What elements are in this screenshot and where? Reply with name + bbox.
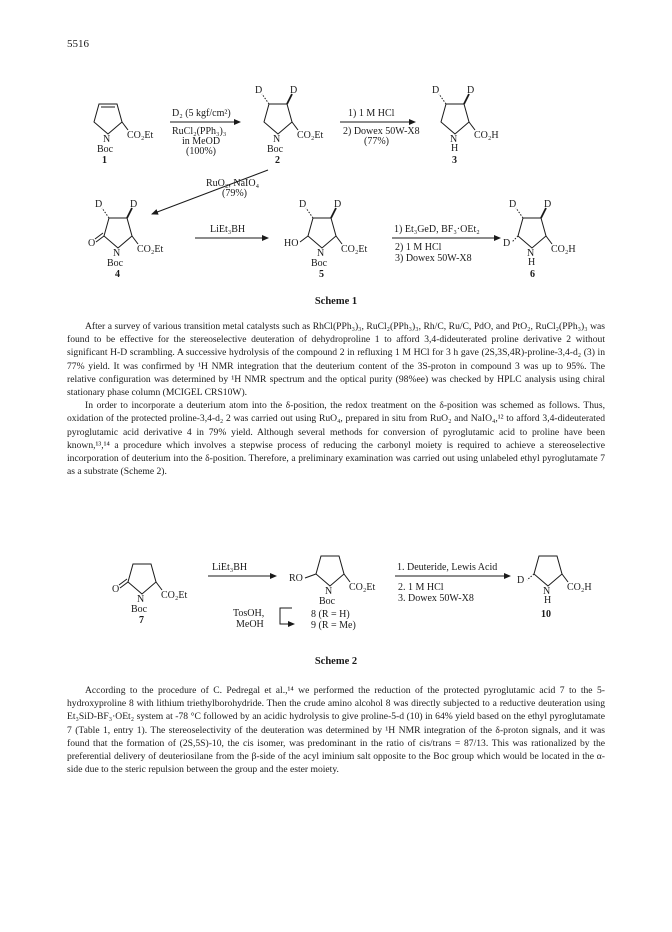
co2h-group: CO₂H bbox=[567, 582, 592, 593]
compound-label: 7 bbox=[139, 615, 144, 626]
compound-7-structure bbox=[112, 564, 187, 626]
co2et-group: CO₂Et bbox=[297, 130, 324, 141]
atom-h: H bbox=[528, 257, 536, 268]
boc-group: Boc bbox=[131, 604, 148, 615]
compound-label: 8 (R = H) bbox=[311, 609, 350, 620]
compound-4-structure bbox=[88, 199, 163, 280]
atom-n: N bbox=[317, 248, 325, 259]
compound-label: 1 bbox=[102, 155, 107, 166]
co2et-group: CO₂Et bbox=[137, 244, 164, 255]
atom-d: D bbox=[517, 575, 525, 586]
compound-1-structure bbox=[94, 104, 153, 166]
atom-d: D bbox=[130, 199, 138, 210]
compound-5-structure bbox=[284, 199, 367, 280]
yield-label: (100%) bbox=[186, 146, 216, 157]
reagent: 1) Et₃GeD, BF₃·OEt₂ bbox=[394, 224, 480, 235]
scheme-1-caption: Scheme 1 bbox=[314, 296, 358, 307]
atom-n: N bbox=[450, 134, 458, 145]
boc-group: Boc bbox=[97, 144, 114, 155]
scheme-2-diagram bbox=[0, 550, 672, 646]
atom-d: D bbox=[299, 199, 307, 210]
compound-8-9-structure bbox=[289, 556, 375, 631]
atom-h: H bbox=[451, 143, 459, 154]
reagent: 2) Dowex 50W-X8 bbox=[343, 126, 420, 137]
scheme-2-caption: Scheme 2 bbox=[314, 656, 358, 667]
reagent: 2. 1 M HCl bbox=[398, 582, 444, 593]
reagent: 2) 1 M HCl bbox=[395, 242, 442, 253]
paragraph-1: After a survey of various transition metal catalysts such as RhCl(PPh₃)₃, RuCl₂(PPh₃)₃, Rh/C, Ru/C, PdO, and PtO₂, RuCl₂(PPh₃)₃ was found to be effective for the stereoselective deuteration of dehydroproline 1 to afford 3,4-dideuterated proline derivative 2 without significant H-D scrambling. A successive hydrolysis of the compound 2 in refluxing 1 M HCl for 3 h gave (2S,3S,4R)-proline-3,4-d₂ (3) in 77% yield. It was confirmed by ¹H NMR integration that the deuterium content of the 3S-proton in compound 3 was up to 95%. The relative configuration was determined by ¹H NMR spectrum and the optical purity (98%ee) was checked by HPLC analysis using chiral stationary phase column (MCIGEL CRS10W). bbox=[67, 321, 605, 399]
compound-6-structure bbox=[503, 199, 576, 280]
compound-label: 3 bbox=[452, 155, 457, 166]
body-text-block-1 bbox=[67, 320, 605, 478]
atom-n: N bbox=[273, 134, 281, 145]
compound-label: 5 bbox=[319, 269, 324, 280]
atom-o: O bbox=[112, 584, 120, 595]
reagent: RuCl₂(PPh₃)₃ bbox=[172, 126, 227, 137]
body-text-block-2 bbox=[67, 684, 605, 776]
reagent: 1) 1 M HCl bbox=[348, 108, 395, 119]
reagent: 1. Deuteride, Lewis Acid bbox=[397, 562, 498, 573]
yield-label: (77%) bbox=[364, 136, 389, 147]
atom-d: D bbox=[432, 86, 440, 96]
reagent: 3. Dowex 50W-X8 bbox=[398, 593, 474, 604]
atom-d: D bbox=[255, 86, 263, 96]
reagent: RuO₂, NaIO₄ bbox=[206, 178, 260, 189]
co2et-group: CO₂Et bbox=[349, 582, 376, 593]
reagent: TosOH, bbox=[233, 608, 265, 619]
compound-2-structure bbox=[255, 86, 323, 166]
boc-group: Boc bbox=[311, 258, 328, 269]
atom-n: N bbox=[325, 586, 333, 597]
atom-n: N bbox=[137, 594, 145, 605]
co2et-group: CO₂Et bbox=[161, 590, 188, 601]
boc-group: Boc bbox=[107, 258, 124, 269]
page-number: 5516 bbox=[67, 38, 89, 50]
co2et-group: CO₂Et bbox=[127, 130, 154, 141]
paragraph-3: According to the procedure of C. Pedregal et al.,¹⁴ we performed the reduction of the protected pyroglutamic acid 7 to the 5-hydroxyproline 8 with lithium triethylborohydride. Then the crude amino alcohol 8 was directly subjected to a reductive deuteration using Et₃SiD-BF₃·OEt₂ system at -78 °C followed by an acidic hydrolysis to give proline-5-d (10) in 64% yield based on the ethyl pyroglutamate 7 (Table 1, entry 1). The stereoselectivity of the deuteration was determined by ¹H NMR integration of the δ-proton signals, and it was found that the formation of (2S,5S)-10, the cis isomer, was predominant in the ratio of cis/trans = 87/13. This was rationalized by the preferential delivery of deuteriosilane from the β-side of the acyl iminium salt opposite to the Boc group which would be located in the α-side due to the steric repulsion between the group and the ester moiety. bbox=[67, 685, 605, 776]
atom-h: H bbox=[544, 595, 552, 606]
reagent: MeOH bbox=[236, 619, 264, 630]
reagent: 3) Dowex 50W-X8 bbox=[395, 253, 472, 264]
atom-d: D bbox=[509, 199, 517, 210]
compound-label: 10 bbox=[541, 609, 551, 620]
atom-d: D bbox=[503, 238, 511, 249]
compound-label: 2 bbox=[275, 155, 280, 166]
atom-n: N bbox=[113, 248, 121, 259]
reagent: in MeOD bbox=[182, 136, 221, 147]
compound-label: 9 (R = Me) bbox=[311, 620, 356, 631]
compound-label: 6 bbox=[530, 269, 535, 280]
compound-10-structure bbox=[517, 556, 592, 620]
atom-d: D bbox=[334, 199, 342, 210]
paragraph-2: In order to incorporate a deuterium atom into the δ-position, the redox treatment on the δ-position was schemed as follows. Thus, oxidation of the protected proline-3,4-d₂ 2 was carried out using RuO₄, prepared in situ from RuO₂ and NaIO₄,¹² to afford 3,4-dideuterated pyroglutamic acid derivative 4 in 79% yield. Although several methods for conversion of pyroglutamic acid to proline have been known,¹³,¹⁴ a procedure which involves a stepwise process of reducing the carbonyl moiety is required to achieve a stereoselective incorporation of deuterium into the δ-position. Therefore, a preliminary examination was carried out using unlabeled ethyl pyroglutamate 7 as a substrate (Scheme 2). bbox=[67, 400, 605, 478]
boc-group: Boc bbox=[319, 596, 336, 607]
scheme-1-diagram bbox=[0, 86, 672, 298]
reagent: D₂ (5 kgf/cm²) bbox=[172, 108, 231, 119]
atom-d: D bbox=[467, 86, 475, 96]
compound-3-structure bbox=[432, 86, 499, 166]
atom-n: N bbox=[527, 248, 535, 259]
atom-o: O bbox=[88, 238, 96, 249]
atom-n: N bbox=[103, 134, 111, 145]
boc-group: Boc bbox=[267, 144, 284, 155]
co2et-group: CO₂Et bbox=[341, 244, 368, 255]
co2h-group: CO₂H bbox=[551, 244, 576, 255]
atom-n: N bbox=[543, 586, 551, 597]
atom-ro: RO bbox=[289, 573, 303, 584]
atom-d: D bbox=[95, 199, 103, 210]
yield-label: (79%) bbox=[222, 188, 247, 199]
atom-d: D bbox=[544, 199, 552, 210]
atom-d: D bbox=[290, 86, 298, 96]
reagent: LiEt₃BH bbox=[210, 224, 246, 235]
co2h-group: CO₂H bbox=[474, 130, 499, 141]
atom-ho: HO bbox=[284, 238, 299, 249]
compound-label: 4 bbox=[115, 269, 120, 280]
reagent: LiEt₃BH bbox=[212, 562, 248, 573]
